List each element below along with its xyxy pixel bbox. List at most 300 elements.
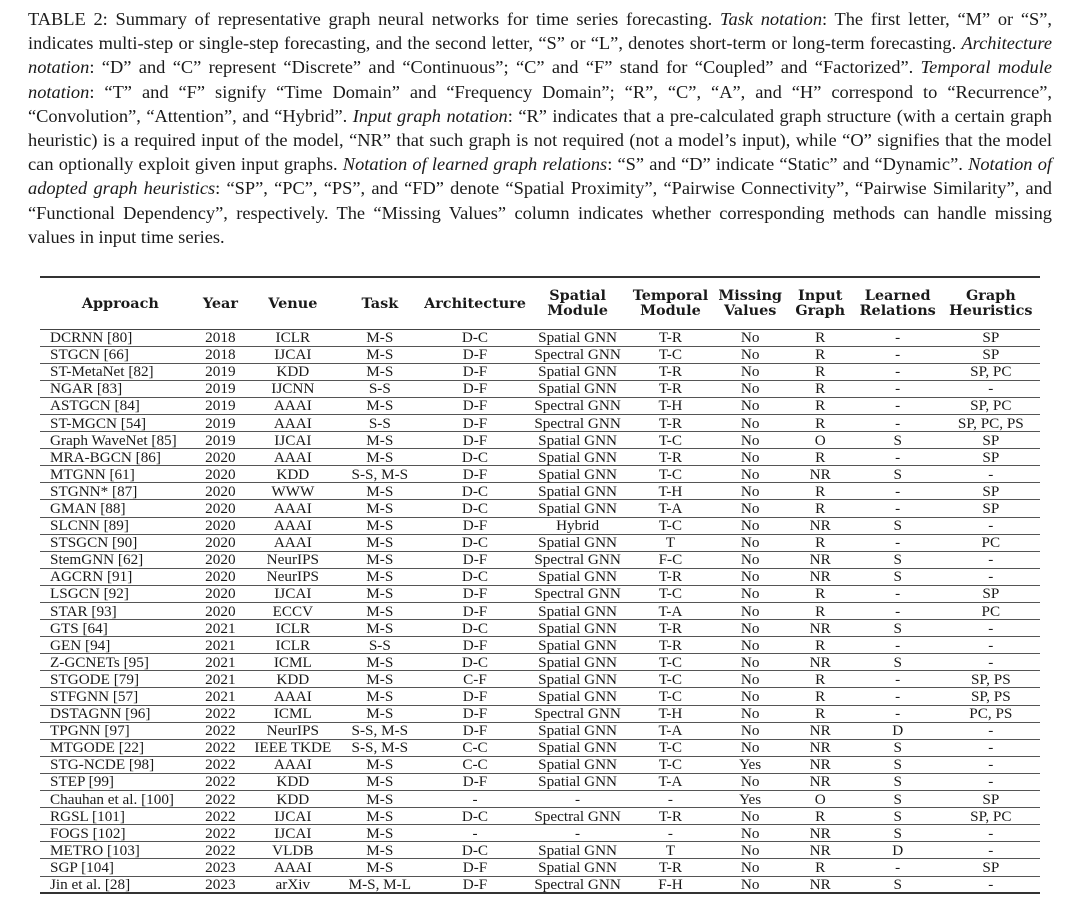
table-row: [40, 722, 1040, 739]
cell-architecture: D-F: [462, 705, 488, 723]
cell-heuristics: SP, PC: [970, 397, 1012, 415]
cell-venue: KDD: [276, 363, 310, 381]
cell-task: M-S: [366, 773, 394, 791]
cell-spatial: Spatial GNN: [538, 841, 618, 859]
cell-learned: -: [895, 482, 901, 500]
cell-approach: SLCNN [89]: [50, 517, 129, 535]
cell-year: 2022: [205, 705, 236, 723]
cell-learned: S: [893, 568, 902, 586]
cell-venue: AAAI: [273, 534, 312, 552]
caption-text: : “D” and “C” represent “Discrete” and “Continuous”; “C” and “F” stand for “Coupled” and “Factorized”.: [89, 57, 921, 78]
cell-venue: NeurIPS: [266, 551, 319, 569]
column-header-architecture: [422, 277, 528, 329]
cell-venue: IJCAI: [274, 585, 312, 603]
cell-architecture: D-F: [462, 722, 488, 740]
cell-input: R: [815, 602, 826, 620]
cell-year: 2020: [205, 534, 236, 552]
cell-year: 2022: [205, 824, 236, 842]
cell-learned: -: [895, 585, 901, 603]
cell-approach: TPGNN [97]: [50, 722, 130, 740]
table-row: [40, 551, 1040, 568]
cell-missing: No: [740, 482, 760, 500]
cell-approach: STGODE [79]: [50, 670, 140, 688]
cell-input: NR: [809, 824, 831, 842]
cell-missing: No: [740, 499, 760, 517]
cell-architecture: D-C: [461, 534, 489, 552]
cell-missing: No: [740, 534, 760, 552]
cell-missing: Yes: [739, 790, 762, 808]
cell-temporal: T-R: [658, 858, 682, 876]
table-row: [40, 654, 1040, 671]
cell-input: R: [815, 807, 826, 825]
cell-task: M-S: [366, 670, 394, 688]
cell-venue: arXiv: [275, 875, 311, 893]
cell-task: M-S: [366, 329, 394, 347]
table-row: [40, 773, 1040, 790]
cell-venue: WWW: [271, 482, 315, 500]
column-header-spatial: [528, 277, 627, 329]
cell-temporal: T-C: [658, 688, 682, 706]
cell-approach: MTGNN [61]: [50, 465, 135, 483]
cell-venue: ICML: [273, 653, 312, 671]
gnn-summary-table: [40, 276, 1040, 894]
cell-architecture: D-F: [462, 875, 488, 893]
cell-temporal: T-H: [658, 482, 683, 500]
cell-learned: S: [893, 790, 902, 808]
cell-task: M-S: [366, 448, 394, 466]
cell-spatial: Spatial GNN: [538, 534, 618, 552]
cell-missing: No: [740, 807, 760, 825]
column-header-line: Values: [723, 302, 777, 320]
cell-learned: -: [895, 636, 901, 654]
cell-architecture: D-F: [462, 585, 488, 603]
summary-table-container: [40, 276, 1040, 894]
cell-venue: NeurIPS: [266, 722, 319, 740]
cell-learned: -: [895, 602, 901, 620]
cell-heuristics: -: [988, 517, 994, 535]
cell-temporal: T: [665, 534, 676, 552]
cell-year: 2018: [205, 346, 236, 364]
cell-input: NR: [809, 465, 831, 483]
cell-approach: STEP [99]: [50, 773, 114, 791]
cell-approach: STG-NCDE [98]: [50, 756, 155, 774]
cell-missing: No: [740, 465, 760, 483]
cell-temporal: T-R: [658, 636, 682, 654]
cell-task: M-S: [366, 397, 394, 415]
cell-architecture: D-C: [461, 807, 489, 825]
table-row: [40, 517, 1040, 534]
table-row: [40, 603, 1040, 620]
column-header-missing: [714, 277, 787, 329]
cell-approach: Graph WaveNet [85]: [50, 431, 177, 449]
cell-approach: StemGNN [62]: [50, 551, 144, 569]
cell-year: 2020: [205, 602, 236, 620]
cell-input: NR: [809, 773, 831, 791]
cell-architecture: D-F: [462, 465, 488, 483]
cell-spatial: Hybrid: [556, 517, 600, 535]
cell-approach: DSTAGNN [96]: [50, 705, 151, 723]
cell-architecture: D-F: [462, 414, 488, 432]
table-row: [40, 363, 1040, 380]
cell-temporal: T-C: [658, 431, 682, 449]
table-row: [40, 585, 1040, 602]
caption-text: : “SP”, “PC”, “PS”, and “FD” denote “Spatial Proximity”, “Pairwise Connectivity”, “Pairwise Similarity”, and “Functional Dependency”, respectively. The “Missing Values” column indicates whether corresponding methods can handle missing values in input time series.: [28, 178, 1052, 247]
cell-spatial: Spectral GNN: [534, 551, 621, 569]
cell-learned: -: [895, 534, 901, 552]
caption-text: : The first letter, “M” or “S”, indicates multi-step or single-step forecasting, and the second letter, “S” or “L”, denotes short-term or long-term forecasting.: [28, 9, 1052, 54]
cell-input: R: [815, 414, 826, 432]
caption-notation-label: Input graph notation: [352, 105, 508, 126]
cell-spatial: Spatial GNN: [538, 619, 618, 637]
cell-heuristics: SP, PC: [970, 807, 1012, 825]
cell-input: R: [815, 636, 826, 654]
cell-approach: LSGCN [92]: [50, 585, 129, 603]
cell-temporal: T-C: [658, 756, 682, 774]
cell-architecture: D-C: [461, 568, 489, 586]
caption-notation-label: Architecture notation: [28, 33, 1052, 78]
cell-temporal: T-R: [658, 568, 682, 586]
cell-venue: IJCNN: [271, 380, 315, 398]
column-header-line: Module: [640, 302, 701, 320]
cell-heuristics: SP, PS: [970, 688, 1011, 706]
table-row: [40, 500, 1040, 517]
cell-architecture: D-F: [462, 346, 488, 364]
cell-heuristics: SP, PC, PS: [957, 414, 1024, 432]
cell-input: R: [815, 346, 826, 364]
cell-year: 2023: [205, 875, 236, 893]
cell-approach: RGSL [101]: [50, 807, 125, 825]
cell-learned: -: [895, 363, 901, 381]
cell-approach: STGCN [66]: [50, 346, 129, 364]
cell-approach: ST-MGCN [54]: [50, 414, 147, 432]
cell-temporal: T-R: [658, 363, 682, 381]
cell-heuristics: PC: [981, 534, 1001, 552]
header-row: [40, 277, 1040, 329]
cell-approach: FOGS [102]: [50, 824, 126, 842]
cell-year: 2020: [205, 465, 236, 483]
cell-temporal: T-R: [658, 329, 682, 347]
cell-heuristics: -: [988, 568, 994, 586]
cell-input: NR: [809, 739, 831, 757]
cell-spatial: -: [575, 824, 581, 842]
cell-learned: -: [895, 414, 901, 432]
cell-task: M-S: [366, 585, 394, 603]
cell-year: 2018: [205, 329, 236, 347]
cell-temporal: T-C: [658, 346, 682, 364]
cell-year: 2022: [205, 739, 236, 757]
column-header-line: Task: [361, 294, 399, 312]
cell-heuristics: SP: [982, 585, 1000, 603]
cell-temporal: F-H: [658, 875, 683, 893]
cell-architecture: D-F: [462, 397, 488, 415]
cell-spatial: Spatial GNN: [538, 756, 618, 774]
table-header: [40, 277, 1040, 329]
column-header-task: [338, 277, 423, 329]
table-row: [40, 329, 1040, 346]
cell-architecture: D-C: [461, 619, 489, 637]
cell-missing: No: [740, 517, 760, 535]
cell-task: S-S, M-S: [351, 465, 409, 483]
cell-venue: AAAI: [273, 499, 312, 517]
cell-heuristics: SP: [982, 329, 1000, 347]
cell-learned: -: [895, 705, 901, 723]
cell-year: 2021: [205, 619, 236, 637]
cell-temporal: T-C: [658, 517, 682, 535]
cell-learned: S: [893, 653, 902, 671]
cell-year: 2022: [205, 756, 236, 774]
cell-task: M-S: [366, 602, 394, 620]
cell-spatial: Spatial GNN: [538, 465, 618, 483]
cell-input: NR: [809, 619, 831, 637]
table-row: [40, 756, 1040, 773]
cell-year: 2021: [205, 688, 236, 706]
cell-missing: No: [740, 448, 760, 466]
table-row: [40, 739, 1040, 756]
cell-heuristics: SP: [982, 858, 1000, 876]
cell-heuristics: SP: [982, 790, 1000, 808]
cell-task: M-S: [366, 619, 394, 637]
cell-heuristics: SP: [982, 346, 1000, 364]
table-row: [40, 414, 1040, 431]
cell-architecture: D-C: [461, 499, 489, 517]
cell-spatial: Spatial GNN: [538, 722, 618, 740]
table-row: [40, 876, 1040, 893]
cell-spatial: Spectral GNN: [534, 414, 621, 432]
cell-approach: SGP [104]: [50, 858, 114, 876]
cell-heuristics: -: [988, 722, 994, 740]
cell-venue: KDD: [276, 790, 310, 808]
cell-input: R: [815, 363, 826, 381]
cell-temporal: T: [665, 841, 676, 859]
cell-temporal: T-A: [658, 499, 683, 517]
column-header-line: Approach: [81, 294, 159, 312]
cell-learned: -: [895, 380, 901, 398]
cell-task: M-S: [366, 431, 394, 449]
cell-architecture: D-F: [462, 602, 488, 620]
cell-task: M-S: [366, 653, 394, 671]
cell-approach: Jin et al. [28]: [50, 875, 131, 893]
cell-input: R: [815, 448, 826, 466]
cell-approach: STGNN* [87]: [50, 482, 138, 500]
cell-temporal: T-C: [658, 653, 682, 671]
cell-temporal: T-A: [658, 773, 683, 791]
cell-spatial: Spatial GNN: [538, 329, 618, 347]
table-row: [40, 466, 1040, 483]
cell-missing: No: [740, 773, 760, 791]
cell-learned: -: [895, 670, 901, 688]
cell-input: NR: [809, 517, 831, 535]
cell-missing: No: [740, 551, 760, 569]
table-row: [40, 620, 1040, 637]
cell-missing: No: [740, 602, 760, 620]
table-row: [40, 637, 1040, 654]
cell-temporal: T-R: [658, 619, 682, 637]
cell-year: 2020: [205, 482, 236, 500]
column-header-line: Input: [798, 286, 843, 304]
cell-temporal: T-C: [658, 670, 682, 688]
cell-task: M-S: [366, 824, 394, 842]
cell-venue: IJCAI: [274, 431, 312, 449]
cell-heuristics: PC, PS: [969, 705, 1013, 723]
cell-missing: No: [740, 363, 760, 381]
cell-approach: GTS [64]: [50, 619, 108, 637]
cell-venue: KDD: [276, 773, 310, 791]
cell-year: 2019: [205, 380, 236, 398]
column-header-line: Relations: [859, 302, 936, 320]
cell-architecture: D-F: [462, 688, 488, 706]
cell-learned: S: [893, 807, 902, 825]
cell-heuristics: -: [988, 739, 994, 757]
cell-input: R: [815, 499, 826, 517]
cell-approach: Z-GCNETs [95]: [50, 653, 149, 671]
cell-missing: No: [740, 585, 760, 603]
cell-architecture: -: [472, 824, 478, 842]
cell-year: 2022: [205, 841, 236, 859]
cell-missing: No: [740, 858, 760, 876]
cell-temporal: T-A: [658, 722, 683, 740]
cell-venue: ICLR: [275, 636, 311, 654]
cell-approach: DCRNN [80]: [50, 329, 133, 347]
cell-input: R: [815, 534, 826, 552]
cell-task: M-S: [366, 688, 394, 706]
cell-learned: -: [895, 448, 901, 466]
table-caption: [28, 7, 1052, 249]
caption-text: : “R” indicates that a pre-calculated graph structure (with a certain graph heuristic) is a required input of the model, “NR” that such graph is not required (not a model’s input), while “O” signifies that the model can optionally exploit given input graphs.: [28, 105, 1052, 175]
cell-spatial: Spatial GNN: [538, 499, 618, 517]
column-header-line: Heuristics: [949, 302, 1033, 320]
cell-heuristics: -: [988, 841, 994, 859]
cell-architecture: D-F: [462, 773, 488, 791]
cell-approach: STSGCN [90]: [50, 534, 138, 552]
cell-task: M-S: [366, 346, 394, 364]
cell-architecture: C-C: [462, 739, 488, 757]
cell-heuristics: PC: [981, 602, 1001, 620]
cell-heuristics: -: [988, 619, 994, 637]
cell-missing: No: [740, 824, 760, 842]
cell-temporal: T-C: [658, 739, 682, 757]
cell-missing: No: [740, 739, 760, 757]
cell-architecture: D-C: [461, 653, 489, 671]
cell-spatial: Spatial GNN: [538, 602, 618, 620]
cell-approach: GEN [94]: [50, 636, 111, 654]
cell-input: NR: [809, 722, 831, 740]
column-header-learned: [854, 277, 942, 329]
cell-task: S-S: [368, 636, 391, 654]
column-header-line: Venue: [268, 294, 318, 312]
cell-venue: IEEE TKDE: [254, 739, 332, 757]
column-header-line: Year: [202, 294, 238, 312]
cell-year: 2019: [205, 414, 236, 432]
table-row: [40, 842, 1040, 859]
table-row: [40, 483, 1040, 500]
cell-architecture: C-C: [462, 756, 488, 774]
cell-task: M-S: [366, 551, 394, 569]
cell-architecture: D-F: [462, 858, 488, 876]
cell-architecture: D-F: [462, 431, 488, 449]
cell-input: NR: [809, 841, 831, 859]
cell-learned: -: [895, 397, 901, 415]
cell-spatial: Spatial GNN: [538, 636, 618, 654]
cell-task: M-S: [366, 517, 394, 535]
cell-missing: No: [740, 619, 760, 637]
cell-heuristics: -: [988, 380, 994, 398]
cell-year: 2021: [205, 636, 236, 654]
cell-task: M-S: [366, 499, 394, 517]
table-row: [40, 688, 1040, 705]
cell-learned: S: [893, 773, 902, 791]
cell-input: R: [815, 380, 826, 398]
column-header-temporal: [627, 277, 713, 329]
cell-heuristics: SP: [982, 499, 1000, 517]
cell-year: 2019: [205, 431, 236, 449]
cell-learned: -: [895, 688, 901, 706]
cell-learned: D: [892, 722, 904, 740]
table-row: [40, 859, 1040, 876]
table-row: [40, 432, 1040, 449]
table-body: [40, 329, 1040, 893]
cell-missing: No: [740, 705, 760, 723]
cell-approach: MTGODE [22]: [50, 739, 145, 757]
cell-missing: No: [740, 688, 760, 706]
cell-approach: GMAN [88]: [50, 499, 126, 517]
cell-spatial: Spatial GNN: [538, 482, 618, 500]
cell-year: 2022: [205, 773, 236, 791]
cell-spatial: Spatial GNN: [538, 739, 618, 757]
cell-approach: METRO [103]: [50, 841, 140, 859]
cell-temporal: T-C: [658, 585, 682, 603]
cell-task: M-S: [366, 841, 394, 859]
caption-notation-label: Notation of adopted graph heuristics: [28, 154, 1052, 199]
column-header-line: Spatial: [549, 286, 606, 304]
cell-approach: STAR [93]: [50, 602, 117, 620]
cell-approach: ASTGCN [84]: [50, 397, 140, 415]
cell-approach: STFGNN [57]: [50, 688, 139, 706]
cell-task: M-S: [366, 858, 394, 876]
cell-task: S-S: [368, 380, 391, 398]
cell-task: M-S: [366, 790, 394, 808]
cell-year: 2020: [205, 517, 236, 535]
cell-venue: KDD: [276, 465, 310, 483]
cell-input: R: [815, 585, 826, 603]
cell-input: R: [815, 397, 826, 415]
cell-venue: ECCV: [272, 602, 314, 620]
cell-architecture: D-F: [462, 551, 488, 569]
cell-task: M-S: [366, 534, 394, 552]
cell-approach: MRA-BGCN [86]: [50, 448, 161, 466]
caption-notation-label: Notation of learned graph relations: [342, 154, 608, 175]
cell-spatial: Spatial GNN: [538, 568, 618, 586]
cell-spatial: Spatial GNN: [538, 363, 618, 381]
cell-year: 2020: [205, 551, 236, 569]
cell-input: O: [814, 431, 826, 449]
cell-input: R: [815, 482, 826, 500]
cell-spatial: Spatial GNN: [538, 773, 618, 791]
cell-approach: ST-MetaNet [82]: [50, 363, 154, 381]
cell-architecture: D-C: [461, 841, 489, 859]
column-header-line: Module: [547, 302, 608, 320]
cell-year: 2022: [205, 790, 236, 808]
table-row: [40, 346, 1040, 363]
cell-temporal: T-A: [658, 602, 683, 620]
cell-missing: No: [740, 841, 760, 859]
cell-approach: AGCRN [91]: [50, 568, 133, 586]
cell-spatial: Spectral GNN: [534, 705, 621, 723]
cell-input: O: [814, 790, 826, 808]
cell-spatial: Spatial GNN: [538, 448, 618, 466]
cell-year: 2021: [205, 653, 236, 671]
cell-task: M-S: [366, 756, 394, 774]
cell-venue: AAAI: [273, 517, 312, 535]
